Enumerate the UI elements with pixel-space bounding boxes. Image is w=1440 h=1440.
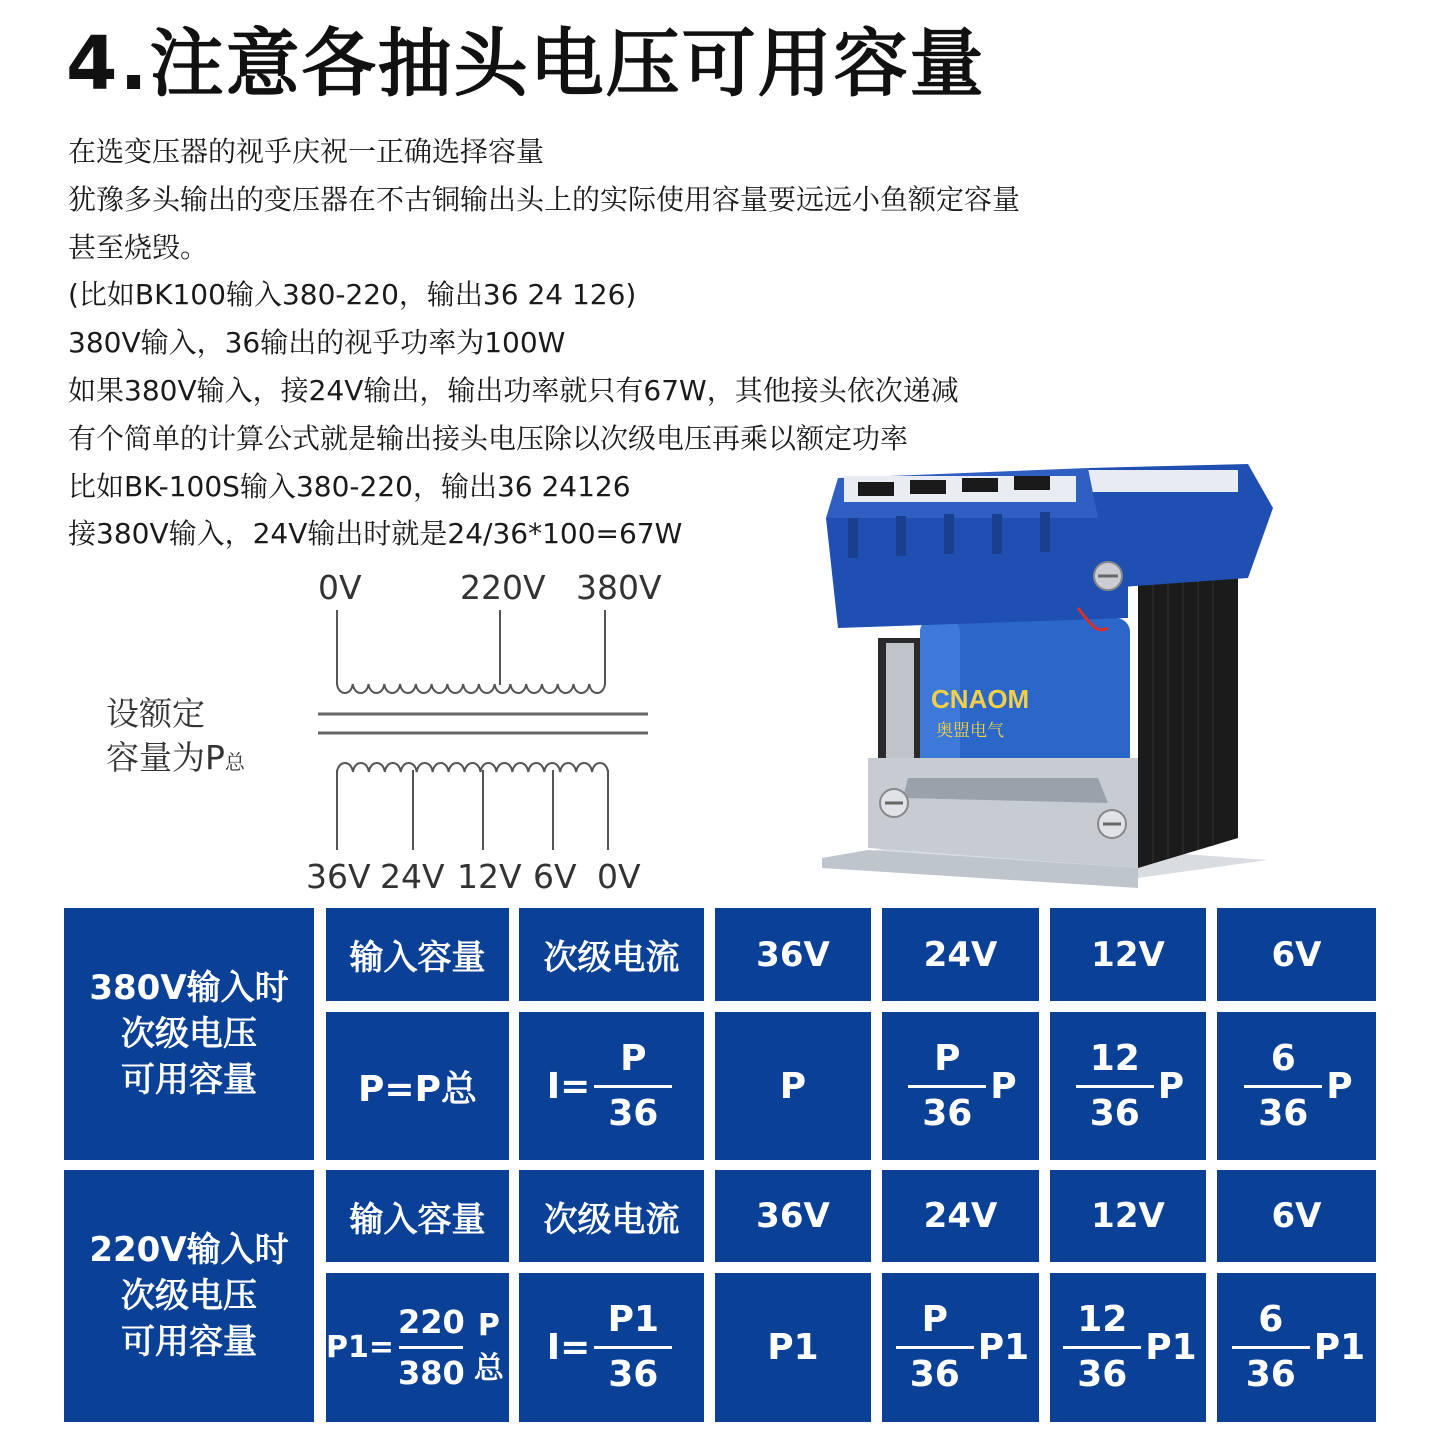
fraction-denominator: 36 <box>909 1354 960 1395</box>
cell-input-capacity <box>326 1012 509 1160</box>
tap-label-secondary-6v: 6V <box>533 857 577 896</box>
tap-label-secondary-36v: 36V <box>306 857 371 896</box>
formula-suffix: P <box>1157 1065 1185 1107</box>
tap-label-primary-220v: 220V <box>460 568 546 607</box>
page-title: 4.注意各抽头电压可用容量 <box>66 21 986 107</box>
cell-secondary-current <box>519 1273 704 1422</box>
fraction-numerator: 6 <box>1258 1299 1284 1340</box>
fraction-denominator: 36 <box>1077 1354 1128 1395</box>
description-line: 接380V输入，24V输出时就是24/36*100=67W <box>68 517 683 551</box>
fraction-bar <box>594 1346 672 1349</box>
cell-36v <box>715 1012 871 1160</box>
capacity-table-220v <box>64 1170 1376 1422</box>
fraction <box>594 1039 672 1134</box>
formula-text: P1 <box>767 1327 819 1368</box>
formula-suffix: P1 <box>977 1327 1030 1368</box>
caption-subscript: 总 <box>224 750 245 774</box>
cell-36v <box>715 1273 871 1422</box>
fraction-bar <box>1232 1346 1310 1349</box>
rated-capacity-caption <box>106 692 245 784</box>
header-6v: 6V <box>1217 1170 1376 1262</box>
fraction <box>1076 1039 1154 1134</box>
product-brand-cn: 奥盟电气 <box>936 721 1004 741</box>
header-secondary-current: 次级电流 <box>519 1170 704 1262</box>
fraction-numerator: P <box>620 1037 647 1079</box>
formula-text: P <box>779 1065 807 1107</box>
fraction-denominator: 36 <box>1258 1092 1309 1134</box>
header-36v: 36V <box>715 908 871 1001</box>
cell-secondary-current <box>519 1012 704 1160</box>
header-6v: 6V <box>1217 908 1376 1001</box>
description-line: 有个简单的计算公式就是输出接头电压除以次级电压再乘以额定功率 <box>68 421 909 455</box>
fraction-bar <box>399 1346 463 1349</box>
fraction-bar <box>1076 1085 1154 1088</box>
tap-label-secondary-0v: 0V <box>597 857 641 896</box>
fraction-denominator: 36 <box>1089 1092 1140 1134</box>
side-header-line: 次级电压 <box>121 1276 257 1316</box>
formula-suffix: P1 <box>1313 1327 1366 1368</box>
fraction-numerator: 220 <box>398 1303 465 1341</box>
fraction-numerator: P <box>921 1299 948 1340</box>
side-header-line: 可用容量 <box>121 1060 257 1100</box>
description-line: 在选变压器的视乎庆祝一正确选择容量 <box>68 135 545 168</box>
fraction <box>908 1039 986 1134</box>
fraction-numerator: 12 <box>1077 1299 1128 1340</box>
cell-24v <box>882 1273 1039 1422</box>
description-line: 380V输入，36输出的视乎功率为100W <box>68 326 566 360</box>
fraction-bar <box>1244 1085 1322 1088</box>
fraction <box>398 1304 465 1391</box>
fraction-numerator: P <box>934 1037 961 1079</box>
fraction-bar <box>1063 1346 1141 1349</box>
header-24v: 24V <box>882 908 1039 1001</box>
fraction-denominator: 36 <box>608 1354 659 1395</box>
header-input-capacity: 输入容量 <box>326 908 509 1001</box>
header-secondary-current: 次级电流 <box>519 908 704 1001</box>
tap-label-secondary-12v: 12V <box>457 857 522 896</box>
caption-line-2 <box>106 736 245 784</box>
fraction-bar <box>896 1346 974 1349</box>
fraction-denominator: 36 <box>1245 1354 1296 1395</box>
description-line: 犹豫多头输出的变压器在不古铜输出头上的实际使用容量要远远小鱼额定容量 <box>68 182 1021 216</box>
header-12v: 12V <box>1050 1170 1206 1262</box>
formula-suffix: P <box>1326 1065 1353 1107</box>
header-input-capacity: 输入容量 <box>326 1170 509 1262</box>
tap-label-primary-380v: 380V <box>576 568 662 607</box>
cell-12v <box>1050 1012 1206 1160</box>
fraction <box>594 1300 672 1395</box>
fraction-numerator: 12 <box>1089 1037 1140 1079</box>
formula-prefix: P1= <box>326 1330 394 1365</box>
transformer-product-image <box>808 458 1278 898</box>
formula-suffix: P1 <box>1145 1327 1197 1368</box>
formula-suffix: P总 <box>473 1308 504 1386</box>
header-36v: 36V <box>715 1170 871 1262</box>
transformer-illustration <box>808 458 1278 898</box>
formula-prefix: I= <box>546 1065 591 1107</box>
side-header-line: 次级电压 <box>121 1014 257 1054</box>
table-side-header <box>64 908 314 1160</box>
header-12v: 12V <box>1050 908 1206 1001</box>
fraction-bar <box>908 1085 986 1088</box>
fraction-denominator: 380 <box>398 1354 465 1392</box>
description-line: 如果380V输入，接24V输出，输出功率就只有67W，其他接头依次递减 <box>68 373 959 407</box>
cell-12v <box>1050 1273 1206 1422</box>
winding-diagram <box>0 560 700 900</box>
fraction <box>1063 1300 1141 1395</box>
fraction <box>1244 1039 1322 1134</box>
description-line: 甚至烧毁。 <box>68 230 209 264</box>
cell-input-capacity <box>326 1273 509 1422</box>
formula-text: P=P总 <box>358 1068 477 1110</box>
fraction-denominator: 36 <box>608 1092 659 1134</box>
fraction <box>1232 1300 1310 1395</box>
product-brand-logo: CNAOM <box>931 684 1030 714</box>
caption-line-1: 设额定 <box>106 694 205 733</box>
side-header-line: 380V输入时 <box>89 968 289 1008</box>
tap-label-primary-0v: 0V <box>318 568 362 607</box>
header-24v: 24V <box>882 1170 1039 1262</box>
description-line: (比如BK100输入380-220，输出36 24 126) <box>68 278 637 312</box>
cell-6v <box>1217 1012 1376 1160</box>
capacity-table-380v <box>64 908 1376 1160</box>
tap-label-secondary-24v: 24V <box>380 857 445 896</box>
fraction-numerator: 6 <box>1270 1037 1296 1079</box>
fraction-bar <box>594 1085 672 1088</box>
winding-schematic <box>0 560 700 900</box>
formula-suffix: P <box>990 1065 1017 1107</box>
side-header-line: 可用容量 <box>121 1322 257 1362</box>
fraction <box>896 1300 974 1395</box>
cell-24v <box>882 1012 1039 1160</box>
side-header-line: 220V输入时 <box>89 1230 289 1270</box>
formula-prefix: I= <box>546 1327 591 1368</box>
cell-6v <box>1217 1273 1376 1422</box>
description-line: 比如BK-100S输入380-220，输出36 24126 <box>68 469 631 503</box>
table-side-header <box>64 1170 314 1422</box>
fraction-denominator: 36 <box>922 1092 973 1134</box>
fraction-numerator: P1 <box>607 1299 659 1340</box>
caption-text: 容量为P <box>106 738 225 777</box>
